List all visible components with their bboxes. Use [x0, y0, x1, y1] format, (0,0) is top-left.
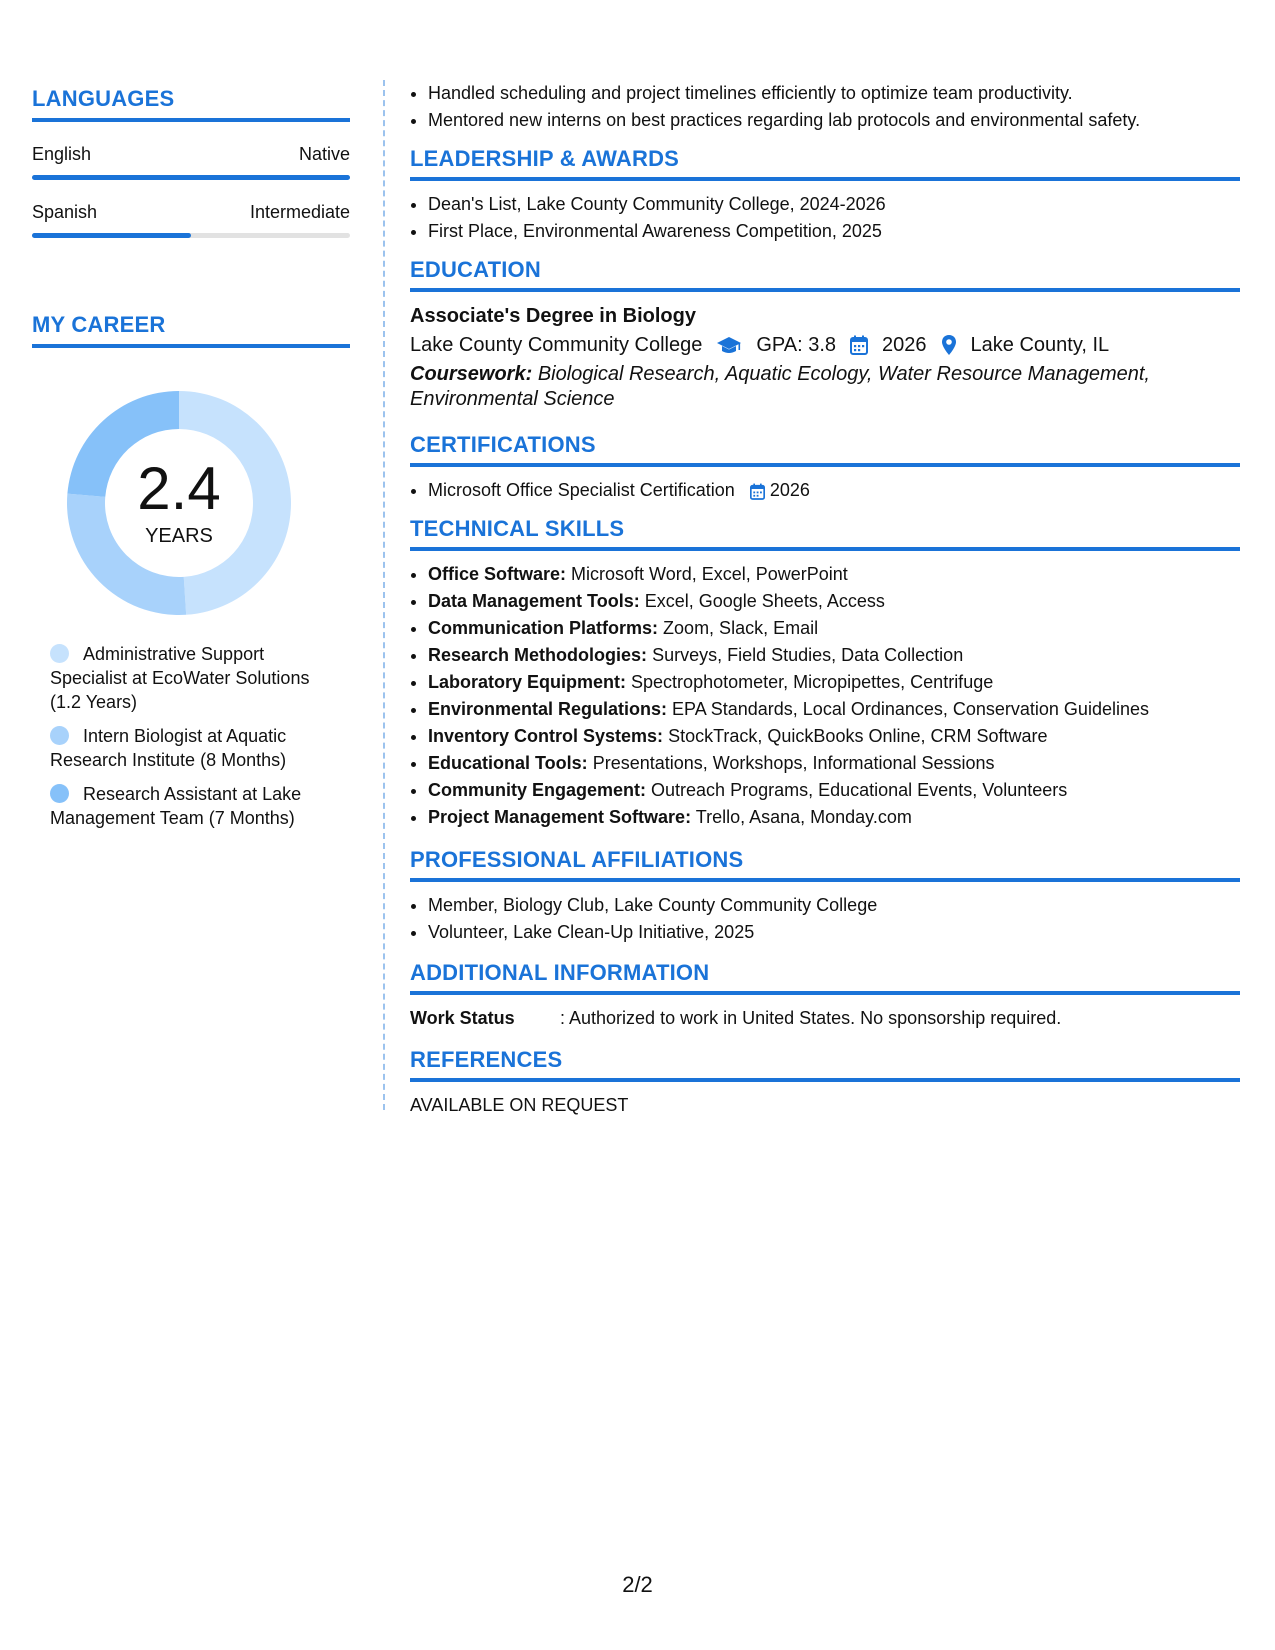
- work-status-value: : Authorized to work in United States. No sponsorship required.: [560, 1008, 1062, 1028]
- language-proficiency-fill: [32, 175, 350, 180]
- skill-label: Research Methodologies:: [428, 645, 648, 665]
- coursework: [410, 362, 1240, 412]
- list-item: • Mentored new interns on best practices regarding lab protocols and environmental safety.: [428, 107, 1240, 134]
- skill-label: Laboratory Equipment:: [428, 672, 627, 692]
- language-name: English: [32, 144, 92, 164]
- school-name: Lake County Community College: [410, 334, 703, 356]
- list-item: [428, 561, 1240, 588]
- education-section: [410, 257, 1240, 412]
- additional-info-title: ADDITIONAL INFORMATION: [410, 960, 1240, 995]
- coursework-label: Coursework:: [410, 363, 533, 385]
- page-number: 2/2: [622, 1572, 653, 1597]
- list-item: • Member, Biology Club, Lake County Community College: [428, 892, 1240, 919]
- language-level: Native: [298, 144, 350, 164]
- list-item: [428, 750, 1240, 777]
- right-column: [410, 80, 1240, 1118]
- legend-label: Intern Biologist at Aquatic Research Institute (8 Months): [50, 726, 287, 770]
- list-item: [428, 642, 1240, 669]
- skill-label: Project Management Software:: [428, 807, 692, 827]
- list-item: [428, 477, 1240, 504]
- language-proficiency-bar: [32, 233, 350, 238]
- references-section: [410, 1047, 1240, 1118]
- list-item: [428, 723, 1240, 750]
- map-pin-icon: [941, 334, 957, 356]
- calendar-icon: [750, 483, 765, 500]
- leadership-title: LEADERSHIP & AWARDS: [410, 146, 1240, 181]
- skills-title: TECHNICAL SKILLS: [410, 516, 1240, 551]
- career-donut-chart: [32, 388, 350, 628]
- skill-value: StockTrack, QuickBooks Online, CRM Software: [668, 726, 1048, 746]
- skill-label: Inventory Control Systems:: [428, 726, 664, 746]
- education-title: EDUCATION: [410, 257, 1240, 292]
- graduation-cap-icon: [716, 335, 742, 355]
- skill-label: Data Management Tools:: [428, 591, 640, 611]
- left-column: [32, 86, 350, 840]
- skill-label: Communication Platforms:: [428, 618, 659, 638]
- language-proficiency-bar: [32, 175, 350, 180]
- skill-value: Presentations, Workshops, Informational Sessions: [592, 753, 995, 773]
- list-item: [428, 777, 1240, 804]
- certifications-section: [410, 432, 1240, 504]
- list-item: • Handled scheduling and project timelines efficiently to optimize team productivity.: [428, 80, 1240, 107]
- coursework-list: Biological Research, Aquatic Ecology, Water Resource Management, Environmental Science: [410, 363, 1150, 410]
- school-location: Lake County, IL: [970, 334, 1110, 356]
- list-item: • Dean's List, Lake County Community College, 2024-2026: [428, 191, 1240, 218]
- calendar-icon: [850, 335, 868, 355]
- skill-label: Community Engagement:: [428, 780, 647, 800]
- legend-item: [50, 782, 340, 830]
- skill-value: Microsoft Word, Excel, PowerPoint: [571, 564, 848, 584]
- list-item: • First Place, Environmental Awareness Competition, 2025: [428, 218, 1240, 245]
- degree-name: Associate's Degree in Biology: [410, 305, 696, 327]
- list-item: [428, 696, 1240, 723]
- skill-value: Spectrophotometer, Micropipettes, Centrifuge: [631, 672, 994, 692]
- career-total-unit: YEARS: [145, 524, 213, 547]
- language-item: [32, 202, 350, 238]
- certification-name: Microsoft Office Specialist Certification: [428, 480, 735, 500]
- certification-year: 2026: [769, 480, 810, 500]
- skill-value: Surveys, Field Studies, Data Collection: [652, 645, 964, 665]
- legend-label: Research Assistant at Lake Management Team (7 Months): [50, 784, 302, 828]
- affiliations-section: [410, 847, 1240, 946]
- list-item: • Volunteer, Lake Clean-Up Initiative, 2025: [428, 919, 1240, 946]
- legend-dot-icon: [50, 726, 69, 745]
- references-text: AVAILABLE ON REQUEST: [410, 1095, 629, 1115]
- additional-info-section: [410, 960, 1240, 1031]
- legend-label: Administrative Support Specialist at EcoWater Solutions (1.2 Years): [50, 644, 310, 712]
- legend-item: [50, 642, 340, 714]
- legend-dot-icon: [50, 644, 69, 663]
- skills-section: [410, 516, 1240, 831]
- list-item: [428, 615, 1240, 642]
- skill-label: Environmental Regulations:: [428, 699, 668, 719]
- language-proficiency-fill: [32, 233, 191, 238]
- skill-label: Educational Tools:: [428, 753, 588, 773]
- skill-value: Excel, Google Sheets, Access: [644, 591, 885, 611]
- career-legend: [50, 642, 340, 830]
- language-name: Spanish: [32, 202, 98, 222]
- skill-label: Office Software:: [428, 564, 567, 584]
- references-title: REFERENCES: [410, 1047, 1240, 1082]
- list-item: [428, 804, 1240, 831]
- experience-bullets: [410, 80, 1240, 134]
- column-divider: [383, 80, 385, 1110]
- languages-title: LANGUAGES: [32, 86, 350, 122]
- work-status-label: Work Status: [410, 1008, 515, 1028]
- certifications-title: CERTIFICATIONS: [410, 432, 1240, 467]
- affiliations-title: PROFESSIONAL AFFILIATIONS: [410, 847, 1240, 882]
- language-item: [32, 144, 350, 180]
- legend-dot-icon: [50, 784, 69, 803]
- skill-value: EPA Standards, Local Ordinances, Conservation Guidelines: [672, 699, 1149, 719]
- graduation-year: 2026: [882, 334, 927, 356]
- skill-value: Zoom, Slack, Email: [663, 618, 819, 638]
- legend-item: [50, 724, 340, 772]
- gpa: GPA: 3.8: [756, 334, 837, 356]
- career-title: MY CAREER: [32, 312, 350, 348]
- skill-value: Trello, Asana, Monday.com: [695, 807, 912, 827]
- skill-value: Outreach Programs, Educational Events, Volunteers: [651, 780, 1068, 800]
- career-total-years: 2.4: [137, 454, 221, 522]
- list-item: [428, 669, 1240, 696]
- list-item: [428, 588, 1240, 615]
- leadership-section: [410, 146, 1240, 245]
- language-level: Intermediate: [249, 202, 350, 222]
